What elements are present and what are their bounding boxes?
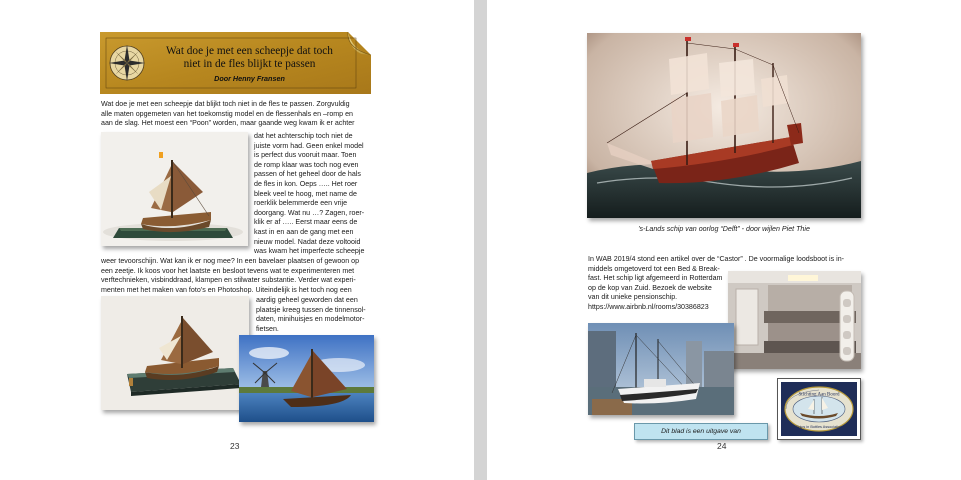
article-title [147, 45, 352, 71]
association-logo-frame [777, 378, 861, 440]
text-line: fietsen. [256, 324, 279, 333]
cabin-bunk-photo [728, 271, 861, 369]
text-line: is perfect dus vooruit maar. Toen [254, 151, 357, 160]
text-line: roerklik belemmerde een vrije [254, 199, 348, 208]
text-line: juiste vorm had. Geen enkel model [254, 141, 364, 150]
castor-ship-rotterdam-image [588, 323, 734, 415]
stichting-aan-boord-logo [778, 379, 860, 439]
ship-windmill-photo [239, 335, 374, 422]
article-title-line-1: Wat doe je met een scheepje dat toch [166, 45, 333, 57]
logo-text-bottom: Ships in Bottles Association [795, 425, 843, 429]
model-ship-on-sea-base-image [101, 296, 249, 410]
ship-with-windmill-image [239, 335, 374, 422]
text-line: klik er af ….. Eerst maar eens de [254, 218, 358, 227]
title-banner [100, 32, 371, 94]
delft-warship-in-bottle-image [587, 33, 861, 218]
text-line: Wat doe je met een scheepje dat blijkt toch niet in de fles te passen. Zorgvuldig [101, 100, 350, 108]
photo-caption: ’s-Lands schip van oorlog “Delft” - door wijlen Piet Thie [638, 225, 810, 233]
narrow-text-column [254, 132, 379, 257]
text-line: doorgang. Wat nu …? Zagen, roer- [254, 208, 365, 217]
right-page [487, 0, 961, 480]
castor-rotterdam-photo [588, 323, 734, 415]
text-line: alle maten opgemeten van het toekomstig model en de flessenhals en –romp en [101, 109, 353, 118]
publisher-note-box [634, 423, 768, 440]
model-ship-on-base-image [101, 132, 248, 246]
text-line: aardig geheel geworden dat een [256, 296, 358, 304]
text-line: op de kop van Zuid. Bezoek de website [588, 283, 712, 292]
text-line: een zeetje. Ik koos voor het laatste en besloot tevens wat te experimenteren met [101, 266, 355, 275]
ship-in-bottle-photo [587, 33, 861, 218]
end-text-column [256, 296, 374, 334]
text-line: passen of het geheel door de hals [254, 170, 361, 179]
text-line: verftechnieken, visbinddraad, klampen en stilwater substantie. Verder wat experi- [101, 276, 356, 285]
text-line: van dit unieke pensionschip. [588, 293, 678, 302]
page-number-left: 23 [230, 441, 240, 451]
text-line: kast in en aan de gang met een [254, 227, 354, 236]
publisher-note-text: Dit blad is een uitgave van [661, 428, 741, 435]
text-line: plaatsje kreeg tussen de tinnensol- [256, 305, 366, 314]
continuation-text [101, 257, 373, 295]
text-line: fast. Het schip ligt afgemeerd in Rotterdam [588, 274, 723, 283]
text-line: de romp klaar was toch nog even [254, 160, 359, 169]
cabin-bunk-beds-image [728, 271, 861, 369]
text-line: aan de slag. Het moest een “Poon” worden, maar gaande weg kwam ik er achter [101, 119, 355, 128]
text-line: weer tevoorschijn. Wat kan ik er nog mee? In een bavelaer plaatsen of gewoon op [101, 257, 360, 265]
text-line: de fles in kon. Oeps ….. Het roer [254, 179, 358, 188]
text-line: dat het achterschip toch niet de [254, 132, 353, 140]
left-page [0, 0, 474, 480]
text-line: daten, minihuisjes en modelmotor- [256, 315, 365, 324]
model-ship-photo-2 [101, 296, 249, 410]
intro-text [101, 100, 373, 129]
castor-website-link[interactable]: https://www.airbnb.nl/rooms/30386823 [588, 302, 709, 311]
text-line: middels omgetoverd tot een Bed & Break- [588, 264, 720, 273]
article-byline: Door Henny Fransen [214, 74, 285, 83]
model-ship-photo-1 [101, 132, 248, 246]
text-line: In WAB 2019/4 stond een artikel over de “Castor” . De voormalige loodsboot is in- [588, 255, 845, 263]
text-line: nieuw model. Nadat deze voltooid [254, 237, 361, 246]
text-line: was kwam het imperfecte scheepje [254, 247, 365, 256]
logo-text-top: Stichting Aan Boord [798, 392, 840, 398]
compass-rose-icon [107, 43, 147, 83]
article-title-line-2: niet in de fles blijkt te passen [183, 58, 316, 70]
text-line: menten met het maken van foto’s en Photoshop. Uiteindelijk is het toch nog een [101, 285, 352, 294]
page-number-right: 24 [717, 441, 727, 451]
text-line: bleek veel te hoog, met name de [254, 189, 357, 198]
